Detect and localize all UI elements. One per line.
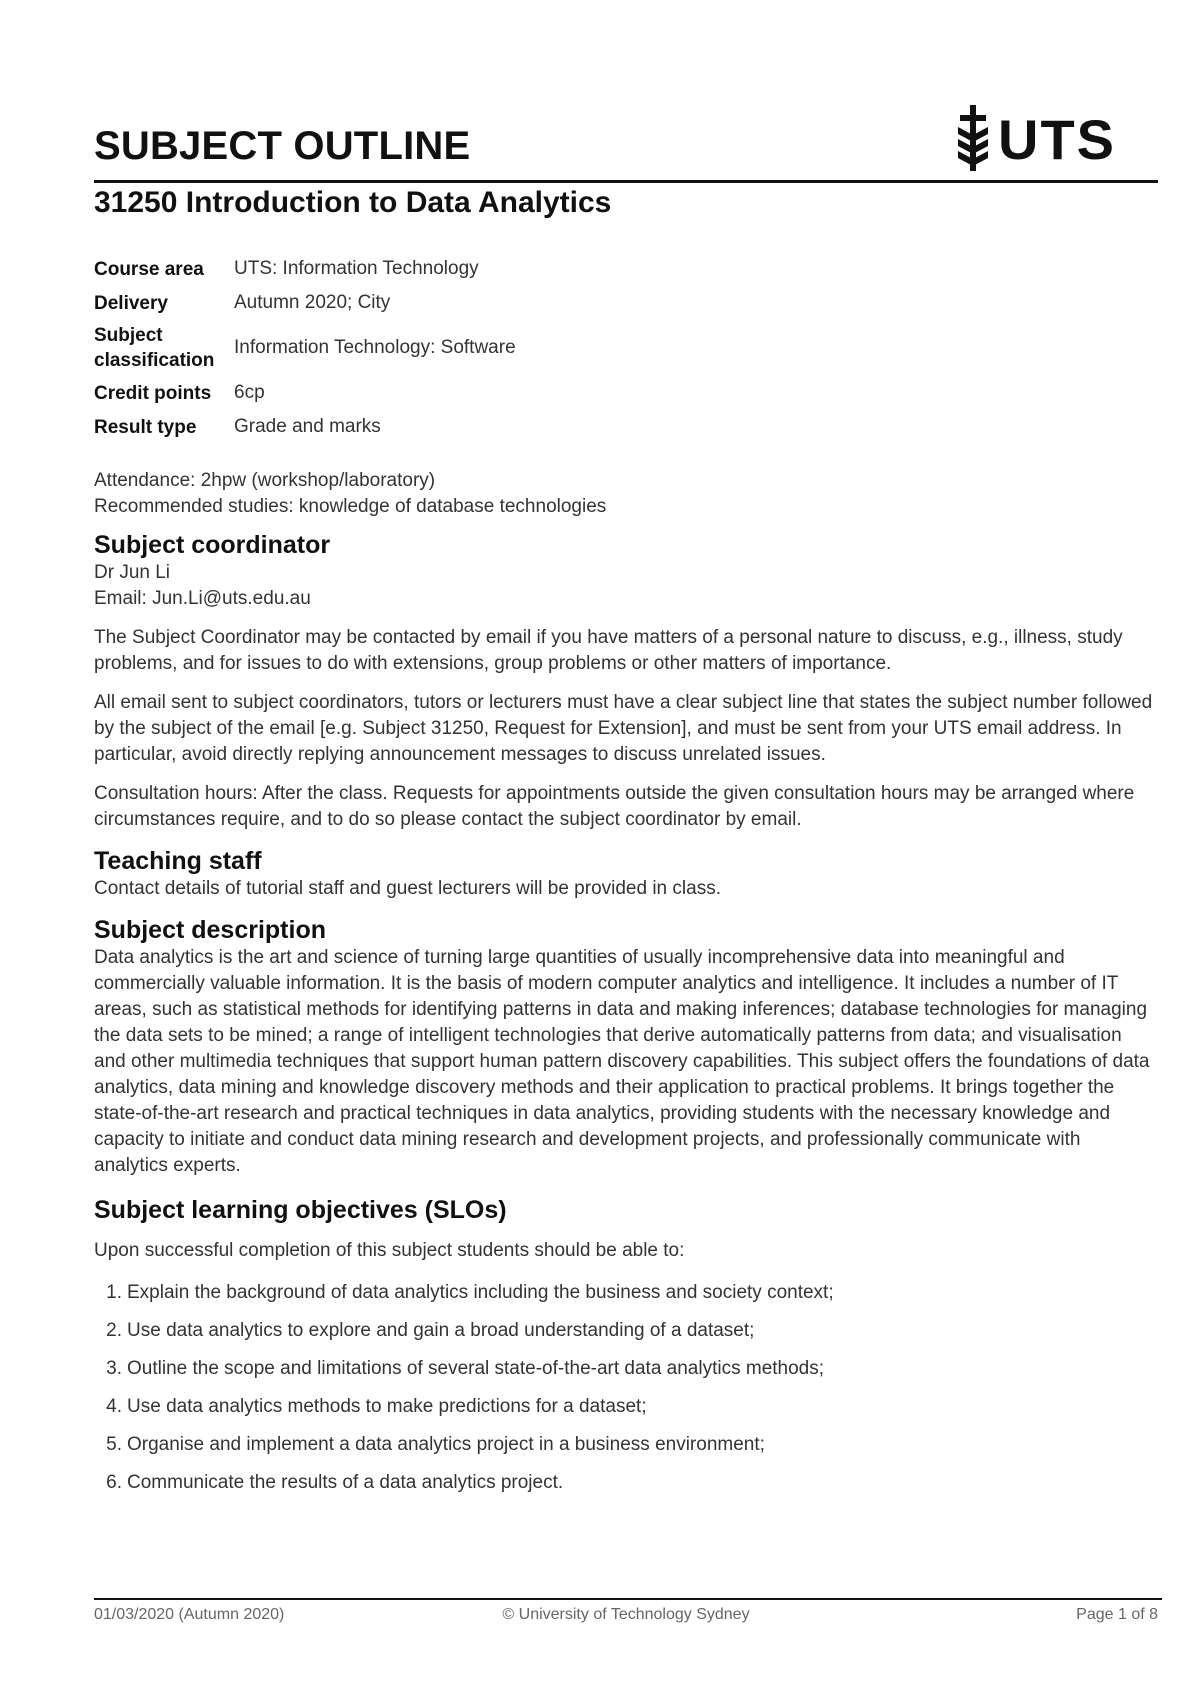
slo-text: Communicate the results of a data analytics project. — [127, 1472, 564, 1493]
slo-item — [94, 1274, 1158, 1312]
meta-row-credit-points — [94, 376, 516, 410]
uts-logo-text: UTS — [998, 108, 1116, 171]
footer-copyright: © University of Technology Sydney — [502, 1606, 750, 1623]
meta-label: Credit points — [94, 382, 212, 404]
slo-list — [94, 1274, 1158, 1502]
meta-row-result-type — [94, 410, 516, 444]
subject-meta-table — [94, 252, 516, 444]
slo-text: Use data analytics methods to make predictions for a dataset; — [127, 1396, 647, 1417]
coordinator-heading: Subject coordinator — [94, 531, 331, 559]
subject-title: 31250 Introduction to Data Analytics — [94, 186, 612, 219]
document-page — [94, 0, 1158, 1698]
meta-row-subject-classification — [94, 320, 516, 376]
slo-number: 3. — [106, 1358, 122, 1379]
teaching-staff-text: Contact details of tutorial staff and guest lecturers will be provided in class. — [94, 878, 721, 899]
meta-value: Grade and marks — [234, 416, 381, 437]
footer-page-number: Page 1 of 8 — [1076, 1606, 1158, 1623]
meta-value: Information Technology: Software — [234, 337, 516, 358]
slo-item — [94, 1350, 1158, 1388]
slos-heading: Subject learning objectives (SLOs) — [94, 1196, 507, 1224]
slo-text: Use data analytics to explore and gain a broad understanding of a dataset; — [127, 1320, 755, 1341]
attendance-text: Attendance: 2hpw (workshop/laboratory) — [94, 470, 436, 491]
meta-label: Delivery — [94, 292, 168, 314]
header-divider — [94, 180, 1158, 183]
uts-logo — [956, 104, 1116, 176]
meta-label: Course area — [94, 258, 204, 280]
description-text: Data analytics is the art and science of turning large quantities of usually incomprehensive data into meaningful and commercially valuable information. It is the basis of modern computer analytics and intelligence. It includes a number of IT areas, such as statistical methods for identifying patterns in data and making inferences; database technologies for managing the data sets to be mined; a range of intelligent technologies that derive automatically patterns from data; and visualisation and other multimedia techniques that support human pattern discovery capabilities. This subject offers the foundations of data analytics, data mining and knowledge discovery methods and their application to practical problems. It brings together the state-of-the-art research and practical techniques in data analytics, providing students with the necessary knowledge and capacity to initiate and conduct data mining research and development projects, and professionally communicate with analytics experts. — [94, 947, 1150, 1176]
meta-value: UTS: Information Technology — [234, 258, 479, 279]
slo-number: 1. — [106, 1282, 122, 1303]
document-header — [94, 108, 1158, 180]
meta-row-delivery — [94, 286, 516, 320]
slos-intro: Upon successful completion of this subject students should be able to: — [94, 1240, 685, 1261]
document-title: SUBJECT OUTLINE — [94, 124, 471, 168]
slo-number: 6. — [106, 1472, 122, 1493]
coordinator-paragraph: The Subject Coordinator may be contacted by email if you have matters of a personal nature to discuss, e.g., illness, study problems, and for issues to do with extensions, group problems or other matters of importance. — [94, 627, 1123, 674]
meta-row-course-area — [94, 252, 516, 286]
footer-date: 01/03/2020 (Autumn 2020) — [94, 1606, 285, 1623]
meta-value: Autumn 2020; City — [234, 292, 391, 313]
teaching-staff-heading: Teaching staff — [94, 847, 262, 875]
slo-item — [94, 1388, 1158, 1426]
coordinator-paragraph: All email sent to subject coordinators, tutors or lecturers must have a clear subject line that states the subject number followed by the subject of the email [e.g. Subject 31250, Request for Extension], and must be sent from your UTS email address. In particular, avoid directly replying announcement messages to discuss unrelated issues. — [94, 692, 1153, 765]
document-body — [94, 468, 1158, 1502]
meta-label: Result type — [94, 416, 197, 438]
slo-number: 5. — [106, 1434, 122, 1455]
slo-text: Explain the background of data analytics including the business and society context; — [127, 1282, 834, 1303]
coordinator-email: Email: Jun.Li@uts.edu.au — [94, 588, 311, 609]
page-footer — [94, 1606, 1158, 1628]
slo-item — [94, 1464, 1158, 1502]
description-heading: Subject description — [94, 916, 326, 944]
meta-label: Subject classification — [94, 325, 215, 371]
footer-divider — [94, 1598, 1162, 1600]
slo-item — [94, 1426, 1158, 1464]
slo-text: Organise and implement a data analytics project in a business environment; — [127, 1434, 765, 1455]
coordinator-name: Dr Jun Li — [94, 562, 171, 583]
meta-value: 6cp — [234, 382, 265, 403]
slo-item — [94, 1312, 1158, 1350]
slo-number: 4. — [106, 1396, 122, 1417]
slo-number: 2. — [106, 1320, 122, 1341]
coordinator-paragraph: Consultation hours: After the class. Requests for appointments outside the given consultation hours may be arranged where circumstances require, and to do so please contact the subject coordinator by email. — [94, 783, 1135, 830]
slo-text: Outline the scope and limitations of several state-of-the-art data analytics methods; — [127, 1358, 825, 1379]
uts-crest-icon — [956, 105, 990, 176]
recommended-studies-text: Recommended studies: knowledge of database technologies — [94, 496, 607, 517]
